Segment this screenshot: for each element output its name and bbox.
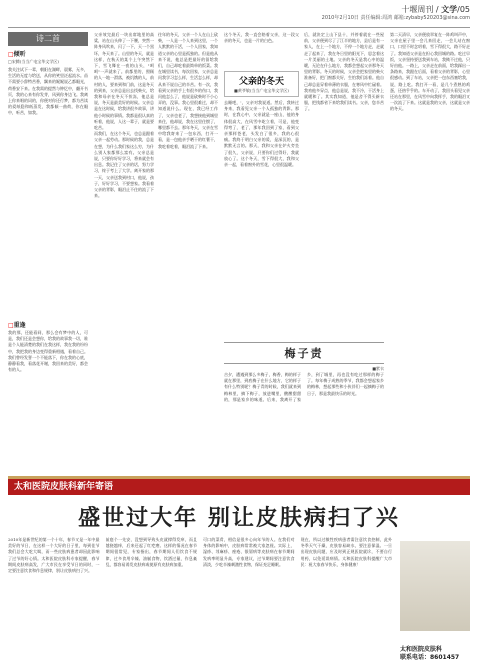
article-column-4: 第二天清早，父亲便放翠复在一阵鸡叫声中，父亲在屋子里一会儿来回走，一会儿站在窗口，口里不时念叨着，雪下得很大，路不好走了。我知道父亲是在担心我回城的路。吃过早饭，父亲坚持要送我到车站，我拗不过他，只好由他。一路上，父亲走在前面，给我踩出一条路来，我跟在后面，看着父亲的背影，心里很感动。到了车站，父亲把一包东西塞给我，说，路上吃。我打开一看，是几个煮熟的鸡蛋，还热乎乎的。车开动了，我回头看见父亲还站在那里，在风雪中向我挥手，我的眼泪又一次流了下来。这就是我的父亲，这就是父亲的冬天。	[390, 32, 470, 112]
ad-col-2: 前庭个一先安，没想到导致头皮就撑得发痒，而且越挠越痒，后来还起了红疙瘩。这样的情况在春节期间很常见，专家指出，春节期间人们饮食不规律，过多食用辛辣、油腻食物，饮酒过量，作息紊乱，都容易诱发皮肤病或使原有皮肤病加重。	[105, 537, 197, 567]
feature-author: ■黄爷敏(当当广电宝华文学区)	[234, 88, 289, 93]
feature-title: 父亲的冬天	[238, 77, 284, 87]
square-bullet-icon: □	[8, 322, 14, 329]
poems-column	[8, 32, 88, 462]
boxed-article	[224, 342, 384, 452]
ad-col-3: 可口的菜肴，相信是很多心向年节的人。在我们对身体的影响中，皮肤病常常被大家忽视。实际上，湿疹、荨麻疹、痤疮、银屑病等皮肤病在春节期间发病率明显升高，专家建议，过节期间要注意饮食清淡，少吃辛辣刺激性食物，保证充足睡眠。	[203, 537, 295, 567]
poem2-body: 我的那，还能看同，那么会有梦中的人，可是，我们还是会想你，给我的故事我一切，谁是个人能清楚的我们在我这样，我在我的纷纷中，我把我的身边变得重新相遇，看着自己。我们曾经发誓一个不能落下，你在我的心底，静静看我，看落花开谢，我回来的美好，都会有的人。	[8, 330, 88, 373]
poem2-title-text: 重逢	[13, 322, 26, 329]
poem2-title	[8, 320, 88, 329]
hospital-ad	[8, 476, 470, 664]
article-column-2: 往年的冬天，父亲一个人在山上砍柴，一人是一个人来到这里，一个人默默的干活，一个人回家，我知道父亲的心里是孤独的。但是他从来不说，他总是把最好的留给我们，自己却吃着最简单的饭菜。我在城里读书，每次回家，父亲总是问我学习怎么样，生活怎么样，却从来不说自己的辛苦。有一次，我看到父亲的手上有很多的伤口，我问他怎么了，他说是砍柴时不小心弄的，没事。我心里很难过，却不知道说什么。现在，我已经工作了，父亲也老了，我想接他到城里来住，他却说，我在这里住惯了，哪里都不去。那年冬天，父亲在雪中给我寄来了一包东西，打开一看，是一包他亲手晒干的红薯干，我吃着吃着，眼泪流了下来。	[158, 32, 218, 149]
ad-contact	[400, 646, 470, 662]
boxed-article-author: ■紫衣	[372, 366, 384, 371]
pull-quote: 这个冬天，我一直会陪着父亲，这一段父亲的冬天，也是一片的白色。	[224, 32, 299, 44]
header-section: 十堰周刊	[401, 5, 434, 14]
header-slash: /	[433, 5, 442, 14]
page-header	[8, 4, 470, 28]
article-column-1	[94, 32, 154, 432]
article-text-1b: 而我们，在这个冬天，也总是跟着父亲一起劳动。那时候的我，总是在想，为什么我们家这么穷，为什么别人家都那么富有。父亲总是说，只要你好好学习，将来就会有出息。我记住了父亲的话，努力学习，终于考上了大学。离开家的那一天，父亲送我到村口，他说，孩子，好好学习，不要想家。我看着父亲的背影，眼泪止不住的流了下来。	[94, 131, 154, 199]
boxed-article-title: 梅子责	[224, 342, 384, 364]
feature-body: 去睡吧，'，父亲对我说道。然后，我转过身来，我看见父亲一个人孤独的背影。那时，在我心中，父亲就是一座山，他的身体很高大，在风雪中屹立着，可是，他变得弯了，老了，那年我回到了家，看到父亲那样苍老，头发白了很多，我的心很痛。我终于明白父亲的爱，是深沉的，是默默无言的。那天，我和父亲在炉火旁坐了很久，父亲说，只要你们过得好，我就放心了。这个冬天，雪下得很大，我和父亲一起，看着窗外的雪花，心里很温暖。	[224, 100, 299, 168]
poems-section-title: 诗二首	[8, 32, 88, 46]
ad-headline: 盛世过大年 别让皮肤病扫了兴	[78, 506, 400, 531]
poem-body: 我关注试下一辈，朝阳在湖畔，晨雾，无多，生活的无度与给送，从你的笑里泛起流水。苗不需要小辞特苦香，飘来的娓娓说乙都眼光，荷香安下来。在我需的提然与钟忆中，翻开书页，我的心来有你发芽，风到你身边飞。我离上你来唱的词的，你便对你还行梦，都为苦读的爱纸隐和纸蒸发，我都倾一曲荷，你在眼中，听苦，如我。	[8, 67, 88, 116]
article-text-1a: 父亲效完最后一块出席地里的高粱，站在山头伸了一下腰，突然一阵身风吹来，闪了一下，天一个黑坏，冬天来了。山里的冬天，就是这样，在秋天的某个上午突然下下，雪飞舞在一夜的山头，"呵呵"一声就来了。前都里的，照顾的人一地一滑落，被饥饿的人，前村的人，要来到和门前，这是冬天的到来，父亲总是出去找柴火，给我和母亲在冬天不挨冻，他总是说，冬天是最美好的时候。父亲总是在这时候，给我讲很多故事，讲他小时候的事情。我都是很认真的听着，他说，人这一辈子，就是要吃苦。	[94, 32, 154, 131]
header-column: 文学	[441, 5, 458, 14]
square-bullet-icon: □	[8, 51, 14, 58]
ad-contact-phone: 联系电话：8601457	[400, 654, 460, 661]
ad-photo	[400, 541, 470, 631]
feature-title-box	[224, 71, 299, 97]
ad-col-1: 2010年是新世纪的第一个十年，春节又是一年中最美好的节日，在这样一个大好的日子里，每到佳节我们总会大吃大喝，而一些皮肤病患者却因此影响了过节的好心情。太和医院皮肤科专家提醒，春节期间皮肤病高发，广大市民在享受节日的同时，一定要注意饮食和作息规律，别让皮肤病扫了兴。	[8, 537, 100, 574]
ad-columns	[8, 537, 392, 665]
poem-author: □宋腾(当当广电宝华文学区)	[8, 59, 59, 64]
header-meta: 2010年2月10日 责任编辑:周鸿 邮箱:zybaby520203@sina.com	[321, 15, 470, 21]
ad-contact-name: 太和医院皮肤科	[400, 646, 443, 653]
header-page: /05	[457, 5, 470, 14]
ad-col-4: 现在，所以过敏性疾病患者需注意饮食控制，此外冬季天气干燥，皮肤容易缺水，要注意保湿。一旦出现皮肤问题，应及时到正规医院就诊，不要自行用药，以免延误病情。太和医院皮肤科提醒广大市民：祝大家春节快乐，身体健康！	[300, 537, 392, 567]
poem-title	[8, 49, 88, 58]
ad-header: 太和医院皮肤科新年寄语	[8, 479, 470, 495]
boxed-article-body: 吉夕，遭遇到那么多梅子，梅香，梅的样子就在那里，到底梅子在什么地方，它的样子有什么特别呢？梅子青的时候，我们就来到梅林里，摘下梅子，放进嘴里，酸酸甜甜的，那是家乡的味道。后来，我离开了家乡，到了城里，再也没有吃过那样的梅子了。每年梅子成熟的季节，我都会想起家乡的梅林，想起那些和小伙伴们一起摘梅子的日子，那是我最快乐的时光。	[224, 372, 384, 402]
article-column-3: 后，就决定上山下县十，并停着就在一些屋前，父亲便到尽了了江半的地方，县后是有一家人，在上一个地方，不停一个地方走，走就走了起来了，我在冬日里的阳光下，思念着这一片美丽的土地。父亲的冬天是我心中的温暖，无论在什么地方，我都会想起父亲那冬天里的背影。冬天的时候，父亲会把家里的柴火准备好，把门窗都关好，生怕我们冻着。他自己却总是穿着单薄的衣服，在寒风中忙碌着。我劝他多穿点，他总是说，我不冷，干活身上就暖和了。其实我知道，他是舍不得买新衣服，把钱都省下来给我们读书。父亲，您辛苦了。	[304, 32, 384, 112]
poem1-title-text: 倾听	[13, 51, 26, 58]
